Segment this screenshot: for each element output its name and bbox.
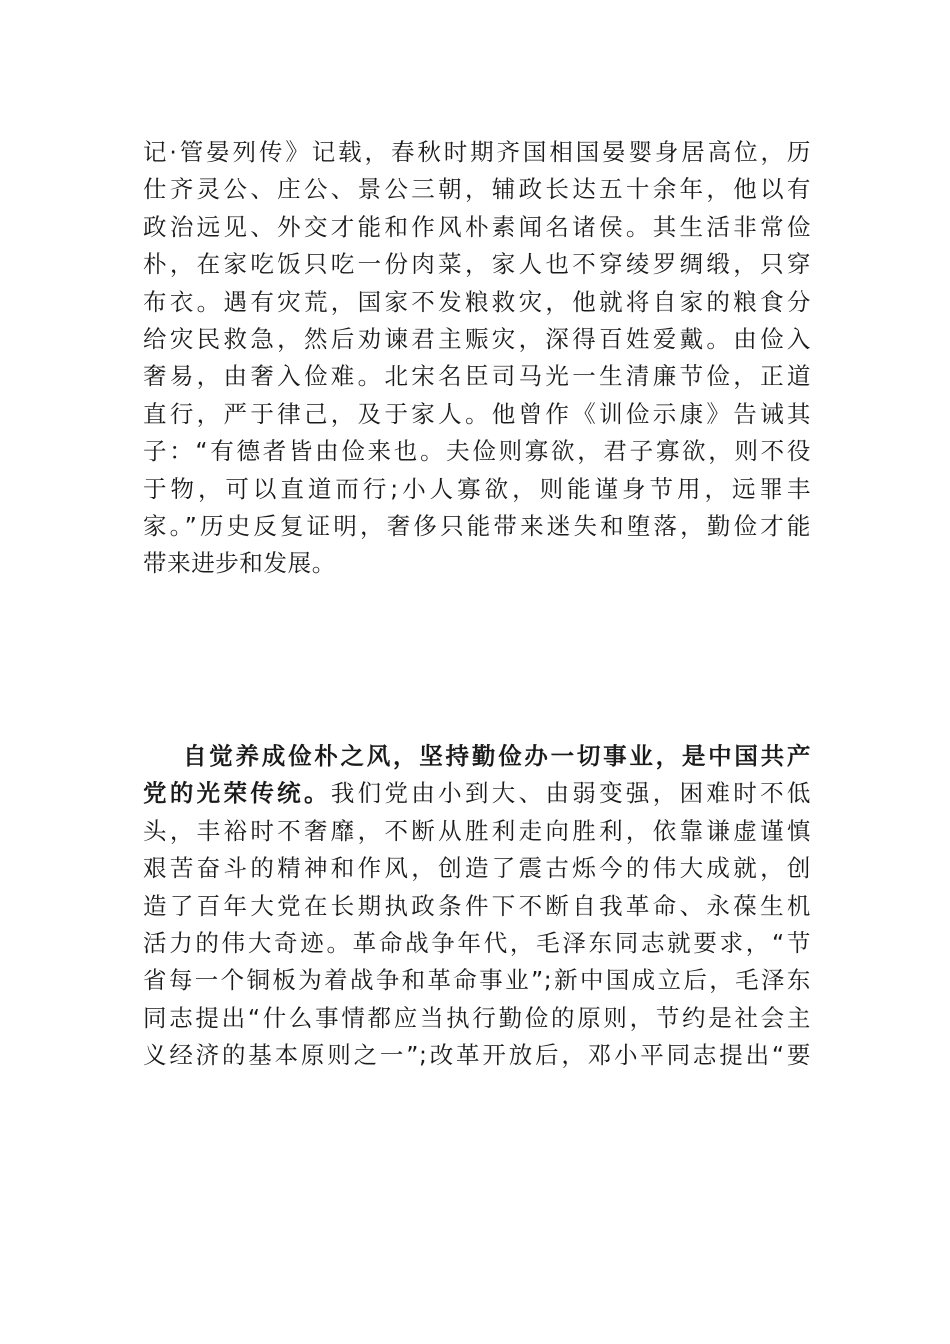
text-line: 布衣。遇有灾荒，国家不发粮救灾，他就将自家的粮食分 — [143, 287, 811, 316]
text-line: 带来进步和发展。 — [143, 549, 336, 578]
text-line: 仕齐灵公、庄公、景公三朝，辅政长达五十余年，他以有 — [143, 175, 811, 204]
text-line: 给灾民救急，然后劝谏君主赈灾，深得百姓爱戴。由俭入 — [143, 324, 811, 353]
text-line: 活力的伟大奇迹。革命战争年代，毛泽东同志就要求，“节 — [143, 928, 811, 957]
paragraph-heading-end: 党的光荣传统。 — [143, 779, 331, 808]
text-line: 艰苦奋斗的精神和作风，创造了震古烁今的伟大成就，创 — [143, 854, 811, 883]
paragraph-1 — [143, 134, 811, 583]
text-line: 直行，严于律己，及于家人。他曾作《训俭示康》告诫其 — [143, 399, 811, 428]
text-line: 造了百年大党在长期执政条件下不断自我革命、永葆生机 — [143, 891, 811, 920]
text-line: 于物，可以直道而行;小人寡欲，则能谨身节用，远罪丰 — [143, 474, 811, 503]
text-line: 家。”历史反复证明，奢侈只能带来迷失和堕落，勤俭才能 — [143, 511, 811, 540]
text-line: 义经济的基本原则之一”;改革开放后，邓小平同志提出“要 — [143, 1041, 811, 1070]
text-line: 子：“有德者皆由俭来也。夫俭则寡欲，君子寡欲，则不役 — [143, 437, 811, 466]
paragraph-heading-line: 自觉养成俭朴之风，坚持勤俭办一切事业，是中国共产 — [183, 742, 811, 770]
text-line: 头，丰裕时不奢靡，不断从胜利走向胜利，依靠谦虚谨慎 — [143, 816, 811, 845]
text-line: 政治远见、外交才能和作风朴素闻名诸侯。其生活非常俭 — [143, 212, 811, 241]
text-line — [143, 775, 811, 812]
text-line: 记·管晏列传》记载，春秋时期齐国相国晏婴身居高位，历 — [143, 138, 811, 166]
paragraph-2 — [143, 738, 811, 1075]
text-line: 省每一个铜板为着战争和革命事业”;新中国成立后，毛泽东 — [143, 966, 811, 995]
text-fragment: 我们党由小到大、由弱变强，困难时不低 — [330, 779, 811, 808]
text-line: 奢易，由奢入俭难。北宋名臣司马光一生清廉节俭，正道 — [143, 362, 811, 391]
text-line: 朴，在家吃饭只吃一份肉菜，家人也不穿绫罗绸缎，只穿 — [143, 250, 811, 279]
text-line: 同志提出“什么事情都应当执行勤俭的原则，节约是社会主 — [143, 1003, 811, 1032]
